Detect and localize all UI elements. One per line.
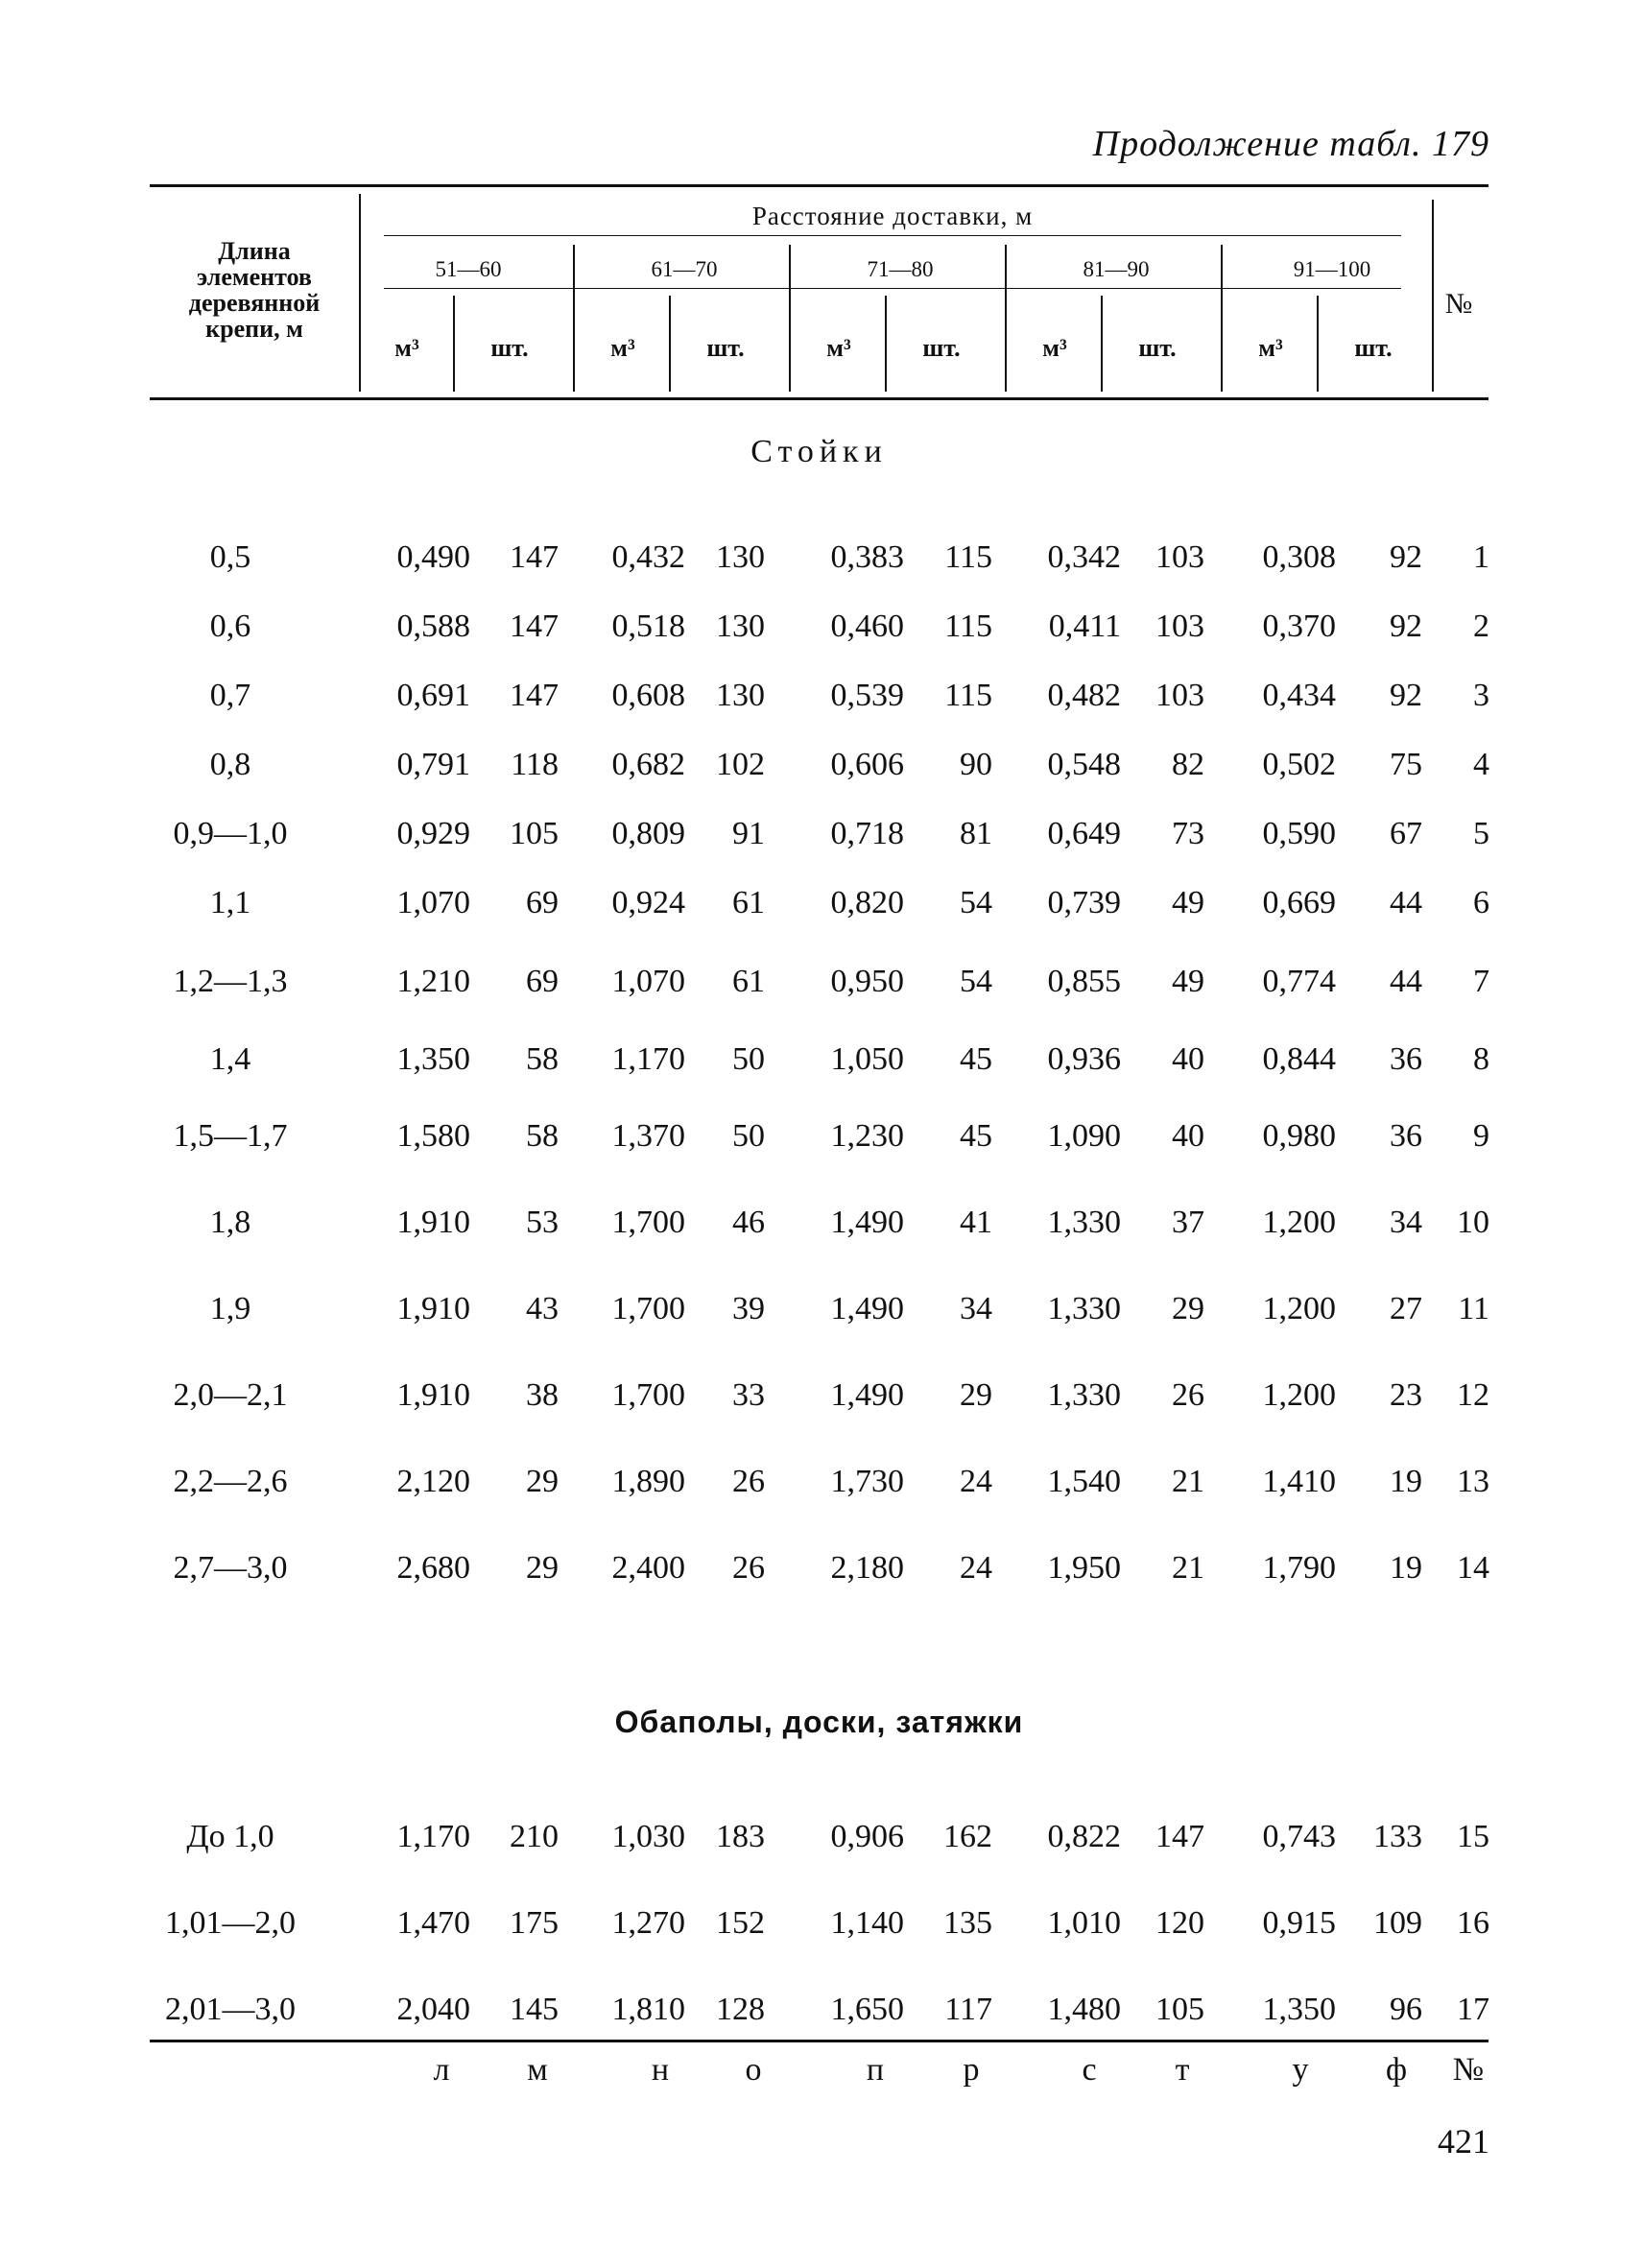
volume-cell: 0,383	[830, 539, 904, 575]
column-letter: л	[433, 2052, 450, 2088]
unit-m3: м³	[394, 334, 419, 362]
count-cell: 162	[943, 1819, 992, 1854]
table-row	[0, 964, 1643, 1012]
count-cell: 36	[1390, 1041, 1422, 1077]
count-cell: 115	[944, 678, 992, 713]
volume-cell: 1,050	[830, 1041, 904, 1077]
count-cell: 91	[732, 816, 765, 851]
count-cell: 73	[1172, 816, 1204, 851]
count-cell: 19	[1390, 1464, 1422, 1499]
count-cell: 53	[526, 1205, 559, 1240]
unit-pcs: шт.	[922, 334, 961, 362]
table-row	[0, 1377, 1643, 1425]
length-cell: 1,2—1,3	[173, 964, 288, 999]
volume-cell: 1,200	[1262, 1377, 1336, 1413]
count-cell: 147	[510, 678, 559, 713]
count-cell: 105	[510, 816, 559, 851]
volume-cell: 1,370	[611, 1118, 685, 1154]
volume-cell: 1,410	[1262, 1464, 1336, 1499]
count-cell: 130	[716, 609, 765, 644]
distance-header-underline	[384, 235, 1401, 236]
volume-cell: 2,400	[611, 1550, 685, 1586]
count-cell: 130	[716, 678, 765, 713]
row-number-cell: 15	[1457, 1819, 1489, 1854]
column-letter: м	[527, 2052, 548, 2088]
row-number-cell: 13	[1457, 1464, 1489, 1499]
count-cell: 103	[1155, 609, 1204, 644]
volume-cell: 1,910	[396, 1205, 470, 1240]
volume-cell: 1,210	[396, 964, 470, 999]
length-column-header	[154, 238, 355, 342]
column-letter: №	[1452, 2052, 1485, 2088]
volume-cell: 1,810	[611, 1992, 685, 2027]
volume-cell: 0,308	[1262, 539, 1336, 575]
count-cell: 54	[960, 885, 992, 920]
table-row	[0, 1205, 1643, 1253]
table-row	[0, 678, 1643, 726]
volume-cell: 0,936	[1047, 1041, 1121, 1077]
count-cell: 69	[526, 885, 559, 920]
volume-cell: 0,370	[1262, 609, 1336, 644]
volume-cell: 0,502	[1262, 747, 1336, 782]
volume-cell: 1,330	[1047, 1377, 1121, 1413]
count-cell: 40	[1172, 1041, 1204, 1077]
volume-cell: 0,669	[1262, 885, 1336, 920]
volume-cell: 1,350	[1262, 1992, 1336, 2027]
length-cell: 1,5—1,7	[173, 1118, 288, 1154]
range-header: 61—70	[651, 257, 718, 281]
count-cell: 37	[1172, 1205, 1204, 1240]
length-cell: 2,01—3,0	[165, 1992, 296, 2027]
volume-cell: 1,170	[611, 1041, 685, 1077]
unit-m3: м³	[826, 334, 851, 362]
volume-cell: 0,490	[396, 539, 470, 575]
table-row	[0, 539, 1643, 587]
volume-cell: 1,200	[1262, 1291, 1336, 1326]
count-cell: 81	[960, 816, 992, 851]
row-number-cell: 16	[1457, 1905, 1489, 1941]
unit-m3: м³	[1042, 334, 1067, 362]
volume-cell: 0,844	[1262, 1041, 1336, 1077]
volume-cell: 1,490	[830, 1205, 904, 1240]
row-number-cell: 14	[1457, 1550, 1489, 1586]
table-row	[0, 816, 1643, 864]
volume-cell: 1,910	[396, 1377, 470, 1413]
volume-cell: 0,460	[830, 609, 904, 644]
count-cell: 24	[960, 1464, 992, 1499]
volume-cell: 0,482	[1047, 678, 1121, 713]
count-cell: 26	[732, 1464, 765, 1499]
volume-cell: 0,606	[830, 747, 904, 782]
volume-cell: 0,980	[1262, 1118, 1336, 1154]
count-cell: 61	[732, 885, 765, 920]
count-cell: 43	[526, 1291, 559, 1326]
length-cell: 2,2—2,6	[173, 1464, 288, 1499]
volume-cell: 1,010	[1047, 1905, 1121, 1941]
header-divider	[1221, 245, 1223, 392]
volume-cell: 0,774	[1262, 964, 1336, 999]
count-cell: 50	[732, 1041, 765, 1077]
volume-cell: 1,350	[396, 1041, 470, 1077]
volume-cell: 0,820	[830, 885, 904, 920]
unit-m3: м³	[1258, 334, 1283, 362]
count-cell: 34	[960, 1291, 992, 1326]
table-row	[0, 885, 1643, 933]
row-number-cell: 12	[1457, 1377, 1489, 1413]
volume-cell: 0,822	[1047, 1819, 1121, 1854]
volume-cell: 0,548	[1047, 747, 1121, 782]
volume-cell: 2,180	[830, 1550, 904, 1586]
volume-cell: 1,540	[1047, 1464, 1121, 1499]
length-cell: 2,0—2,1	[173, 1377, 288, 1413]
length-cell: 1,9	[209, 1291, 251, 1326]
volume-cell: 1,790	[1262, 1550, 1336, 1586]
volume-cell: 0,924	[611, 885, 685, 920]
count-cell: 29	[1172, 1291, 1204, 1326]
table-row	[0, 1819, 1643, 1867]
volume-cell: 0,855	[1047, 964, 1121, 999]
volume-cell: 1,330	[1047, 1205, 1121, 1240]
count-cell: 21	[1172, 1550, 1204, 1586]
unit-m3: м³	[610, 334, 635, 362]
volume-cell: 0,906	[830, 1819, 904, 1854]
count-cell: 49	[1172, 885, 1204, 920]
count-cell: 46	[732, 1205, 765, 1240]
count-cell: 75	[1390, 747, 1422, 782]
count-cell: 19	[1390, 1550, 1422, 1586]
volume-cell: 0,682	[611, 747, 685, 782]
column-letter: п	[866, 2052, 885, 2088]
distance-header: Расстояние доставки, м	[751, 202, 1034, 230]
count-cell: 115	[944, 609, 992, 644]
count-cell: 102	[716, 747, 765, 782]
volume-cell: 1,580	[396, 1118, 470, 1154]
count-cell: 115	[944, 539, 992, 575]
length-header-line: Длина	[218, 237, 291, 265]
count-cell: 147	[510, 539, 559, 575]
volume-cell: 0,590	[1262, 816, 1336, 851]
header-bottom-rule	[150, 397, 1488, 400]
range-underline	[384, 288, 1401, 289]
row-number-cell: 7	[1473, 964, 1489, 999]
count-cell: 103	[1155, 678, 1204, 713]
column-letter: о	[745, 2052, 762, 2088]
top-rule	[150, 184, 1488, 187]
volume-cell: 1,910	[396, 1291, 470, 1326]
volume-cell: 1,480	[1047, 1992, 1121, 2027]
count-cell: 175	[510, 1905, 559, 1941]
volume-cell: 1,170	[396, 1819, 470, 1854]
row-number-cell: 10	[1457, 1205, 1489, 1240]
volume-cell: 0,518	[611, 609, 685, 644]
unit-pcs: шт.	[706, 334, 745, 362]
table-row	[0, 1992, 1643, 2040]
volume-cell: 0,739	[1047, 885, 1121, 920]
number-column-header: №	[1444, 288, 1473, 320]
count-cell: 105	[1155, 1992, 1204, 2027]
row-number-cell: 6	[1473, 885, 1489, 920]
header-divider	[1005, 245, 1007, 392]
column-letters-row	[0, 2052, 1643, 2100]
count-cell: 39	[732, 1291, 765, 1326]
volume-cell: 1,490	[830, 1291, 904, 1326]
footer-rule	[150, 2040, 1488, 2042]
volume-cell: 1,070	[396, 885, 470, 920]
count-cell: 38	[526, 1377, 559, 1413]
count-cell: 152	[716, 1905, 765, 1941]
volume-cell: 2,120	[396, 1464, 470, 1499]
volume-cell: 1,950	[1047, 1550, 1121, 1586]
count-cell: 26	[732, 1550, 765, 1586]
count-cell: 36	[1390, 1118, 1422, 1154]
volume-cell: 0,950	[830, 964, 904, 999]
count-cell: 82	[1172, 747, 1204, 782]
volume-cell: 0,608	[611, 678, 685, 713]
unit-pcs: шт.	[1354, 334, 1393, 362]
row-number-cell: 3	[1473, 678, 1489, 713]
length-cell: 0,8	[209, 747, 251, 782]
volume-cell: 1,490	[830, 1377, 904, 1413]
count-cell: 29	[526, 1464, 559, 1499]
volume-cell: 1,700	[611, 1291, 685, 1326]
length-cell: 0,5	[209, 539, 251, 575]
volume-cell: 1,890	[611, 1464, 685, 1499]
volume-cell: 0,915	[1262, 1905, 1336, 1941]
section-title-boards: Обаполы, доски, затяжки	[614, 1705, 1024, 1739]
row-number-cell: 9	[1473, 1118, 1489, 1154]
count-cell: 92	[1390, 539, 1422, 575]
count-cell: 128	[716, 1992, 765, 2027]
range-header: 91—100	[1293, 257, 1371, 281]
count-cell: 49	[1172, 964, 1204, 999]
column-letter: р	[963, 2052, 980, 2088]
volume-cell: 0,809	[611, 816, 685, 851]
header-divider	[573, 245, 575, 392]
table-row	[0, 1291, 1643, 1339]
page-number: 421	[1438, 2122, 1489, 2161]
column-letter: с	[1082, 2052, 1097, 2088]
volume-cell: 2,040	[396, 1992, 470, 2027]
count-cell: 44	[1390, 964, 1422, 999]
range-header: 71—80	[867, 257, 934, 281]
volume-cell: 1,200	[1262, 1205, 1336, 1240]
table-row	[0, 609, 1643, 657]
count-cell: 210	[510, 1819, 559, 1854]
count-cell: 58	[526, 1118, 559, 1154]
volume-cell: 1,270	[611, 1905, 685, 1941]
row-number-cell: 5	[1473, 816, 1489, 851]
count-cell: 27	[1390, 1291, 1422, 1326]
row-number-cell: 17	[1457, 1992, 1489, 2027]
table-caption: Продолжение табл. 179	[1092, 124, 1489, 164]
count-cell: 40	[1172, 1118, 1204, 1154]
length-header-line: деревянной	[188, 289, 321, 317]
length-cell: 0,7	[209, 678, 251, 713]
count-cell: 33	[732, 1377, 765, 1413]
count-cell: 54	[960, 964, 992, 999]
count-cell: 90	[960, 747, 992, 782]
volume-cell: 1,650	[830, 1992, 904, 2027]
volume-cell: 1,070	[611, 964, 685, 999]
count-cell: 45	[960, 1118, 992, 1154]
table-row	[0, 1041, 1643, 1089]
row-number-cell: 1	[1473, 539, 1489, 575]
table-row	[0, 747, 1643, 795]
count-cell: 130	[716, 539, 765, 575]
volume-cell: 0,718	[830, 816, 904, 851]
volume-cell: 1,470	[396, 1905, 470, 1941]
volume-cell: 0,743	[1262, 1819, 1336, 1854]
volume-cell: 1,090	[1047, 1118, 1121, 1154]
count-cell: 26	[1172, 1377, 1204, 1413]
length-cell: 2,7—3,0	[173, 1550, 288, 1586]
count-cell: 145	[510, 1992, 559, 2027]
table-row	[0, 1550, 1643, 1598]
volume-cell: 1,230	[830, 1118, 904, 1154]
range-header: 81—90	[1083, 257, 1150, 281]
row-number-cell: 4	[1473, 747, 1489, 782]
volume-cell: 0,649	[1047, 816, 1121, 851]
count-cell: 109	[1373, 1905, 1422, 1941]
volume-cell: 0,342	[1047, 539, 1121, 575]
count-cell: 133	[1373, 1819, 1422, 1854]
length-cell: 1,8	[209, 1205, 251, 1240]
count-cell: 69	[526, 964, 559, 999]
volume-cell: 0,432	[611, 539, 685, 575]
volume-cell: 0,791	[396, 747, 470, 782]
row-number-cell: 11	[1458, 1291, 1489, 1326]
count-cell: 147	[1155, 1819, 1204, 1854]
count-cell: 44	[1390, 885, 1422, 920]
volume-cell: 0,539	[830, 678, 904, 713]
row-number-cell: 8	[1473, 1041, 1489, 1077]
count-cell: 183	[716, 1819, 765, 1854]
count-cell: 147	[510, 609, 559, 644]
volume-cell: 1,700	[611, 1377, 685, 1413]
section-title-struts: Стойки	[750, 434, 888, 469]
volume-cell: 2,680	[396, 1550, 470, 1586]
count-cell: 58	[526, 1041, 559, 1077]
row-number-cell: 2	[1473, 609, 1489, 644]
count-cell: 61	[732, 964, 765, 999]
unit-pcs: шт.	[490, 334, 529, 362]
volume-cell: 1,330	[1047, 1291, 1121, 1326]
count-cell: 29	[526, 1550, 559, 1586]
count-cell: 103	[1155, 539, 1204, 575]
volume-cell: 0,691	[396, 678, 470, 713]
count-cell: 24	[960, 1550, 992, 1586]
count-cell: 117	[944, 1992, 992, 2027]
volume-cell: 1,730	[830, 1464, 904, 1499]
volume-cell: 1,140	[830, 1905, 904, 1941]
count-cell: 29	[960, 1377, 992, 1413]
count-cell: 120	[1155, 1905, 1204, 1941]
length-cell: 1,01—2,0	[165, 1905, 296, 1941]
count-cell: 135	[943, 1905, 992, 1941]
column-letter: у	[1292, 2052, 1309, 2088]
length-header-line: элементов	[197, 263, 312, 291]
length-cell: До 1,0	[186, 1819, 274, 1854]
column-letter: т	[1175, 2052, 1190, 2088]
column-letter: н	[651, 2052, 670, 2088]
table-row	[0, 1464, 1643, 1512]
volume-cell: 0,434	[1262, 678, 1336, 713]
volume-cell: 1,700	[611, 1205, 685, 1240]
unit-pcs: шт.	[1138, 334, 1177, 362]
count-cell: 21	[1172, 1464, 1204, 1499]
header-divider	[789, 245, 791, 392]
count-cell: 45	[960, 1041, 992, 1077]
table-row	[0, 1118, 1643, 1166]
volume-cell: 0,929	[396, 816, 470, 851]
length-cell: 0,9—1,0	[173, 816, 288, 851]
table-row	[0, 1905, 1643, 1953]
length-cell: 1,1	[209, 885, 251, 920]
column-letter: ф	[1385, 2052, 1408, 2088]
count-cell: 50	[732, 1118, 765, 1154]
range-header: 51—60	[435, 257, 502, 281]
count-cell: 34	[1390, 1205, 1422, 1240]
count-cell: 96	[1390, 1992, 1422, 2027]
length-cell: 1,4	[209, 1041, 251, 1077]
volume-cell: 0,588	[396, 609, 470, 644]
length-header-line: крепи, м	[205, 315, 303, 343]
volume-cell: 0,411	[1048, 609, 1121, 644]
count-cell: 118	[511, 747, 559, 782]
count-cell: 41	[960, 1205, 992, 1240]
volume-cell: 1,030	[611, 1819, 685, 1854]
length-cell: 0,6	[209, 609, 251, 644]
count-cell: 92	[1390, 609, 1422, 644]
count-cell: 92	[1390, 678, 1422, 713]
count-cell: 67	[1390, 816, 1422, 851]
count-cell: 23	[1390, 1377, 1422, 1413]
